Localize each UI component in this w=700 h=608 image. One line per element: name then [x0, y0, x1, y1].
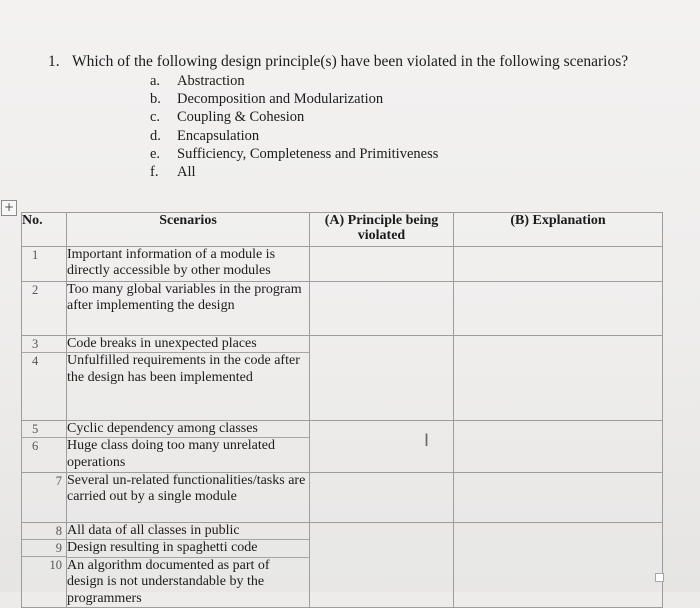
- principle-answer-cell[interactable]: [310, 473, 454, 523]
- scenario-text: Several un-related functionalities/tasks are carried out by a single module: [67, 473, 306, 505]
- option-e: [150, 145, 438, 163]
- explanation-answer-cell[interactable]: [454, 336, 663, 421]
- option-letter: b.: [150, 91, 161, 108]
- row-number: 6: [32, 439, 39, 453]
- table-row-group: [22, 523, 663, 608]
- explanation-answer-cell[interactable]: [454, 247, 663, 282]
- row-number: 1: [32, 248, 39, 262]
- question-number: 1.: [48, 53, 60, 70]
- scenario-cell: [67, 473, 310, 523]
- scenario-cell: [67, 336, 310, 421]
- option-text: Decomposition and Modularization: [177, 91, 384, 108]
- option-letter: f.: [150, 164, 159, 181]
- option-f: [150, 163, 438, 181]
- scenario-text: Design resulting in spaghetti code: [67, 540, 309, 557]
- option-text: Sufficiency, Completeness and Primitiveness: [177, 145, 439, 162]
- table-row: [22, 282, 663, 336]
- row-number: 9: [22, 540, 66, 557]
- table-row: [22, 247, 663, 282]
- option-letter: a.: [150, 73, 161, 89]
- header-scenarios: Scenarios: [67, 213, 310, 247]
- option-letter: d.: [150, 127, 161, 144]
- option-letter: e.: [150, 145, 161, 162]
- principle-answer-cell[interactable]: [310, 523, 454, 608]
- explanation-answer-cell[interactable]: [454, 282, 663, 336]
- header-principle: (A) Principle being violated: [310, 213, 454, 247]
- header-no: No.: [22, 213, 67, 247]
- scenario-text: Cyclic dependency among classes: [67, 421, 309, 438]
- scenario-text: Huge class doing too many unrelated operations: [67, 438, 276, 470]
- text-cursor-icon: I: [424, 431, 430, 451]
- scenario-cell: [67, 282, 310, 336]
- scenario-text: All data of all classes in public: [67, 523, 309, 540]
- option-d: [150, 127, 438, 145]
- header-explanation: (B) Explanation: [454, 213, 663, 247]
- row-number-cell: [22, 421, 67, 473]
- scenarios-table: [21, 212, 663, 608]
- scenario-cell: [67, 421, 310, 473]
- principle-answer-cell[interactable]: [310, 247, 454, 282]
- row-number: 10: [49, 558, 62, 572]
- scenario-cell: [67, 523, 310, 608]
- option-c: [150, 108, 438, 126]
- table-row-group: [22, 421, 663, 473]
- question-text: Which of the following design principle(s) have been violated in the following scenarios?: [72, 53, 629, 70]
- scenario-text: Important information of a module is directly accessible by other modules: [67, 247, 276, 279]
- row-number-cell: [22, 247, 67, 282]
- row-number: 7: [55, 474, 62, 488]
- option-text: Coupling & Cohesion: [177, 109, 305, 126]
- principle-answer-cell[interactable]: [310, 336, 454, 421]
- table-header-row: [22, 213, 663, 247]
- row-number-cell: [22, 523, 67, 608]
- option-a: [150, 72, 438, 90]
- row-number: 2: [32, 283, 39, 297]
- row-number: 4: [32, 354, 39, 368]
- option-text: Encapsulation: [177, 127, 260, 144]
- table-row: [22, 473, 663, 523]
- scenario-text: An algorithm documented as part of design is not understandable by the programmers: [67, 557, 270, 606]
- option-b: [150, 90, 438, 108]
- row-number-cell: [22, 282, 67, 336]
- row-number-cell: [22, 336, 67, 421]
- option-text: All: [177, 164, 196, 181]
- option-letter: c.: [150, 109, 161, 126]
- explanation-answer-cell[interactable]: [454, 523, 663, 608]
- scenario-text: Code breaks in unexpected places: [67, 336, 309, 353]
- row-number: 8: [22, 523, 66, 540]
- table-resize-handle-icon[interactable]: [655, 573, 664, 582]
- question-1: [48, 53, 628, 71]
- options-list: [150, 72, 438, 181]
- table-row-group: [22, 336, 663, 421]
- row-number-cell: [22, 473, 67, 523]
- row-number: 3: [22, 336, 66, 353]
- principle-answer-cell[interactable]: [310, 421, 454, 473]
- scenario-cell: [67, 247, 310, 282]
- table-move-handle-icon[interactable]: +: [1, 200, 17, 216]
- explanation-answer-cell[interactable]: [454, 473, 663, 523]
- option-text: Abstraction: [177, 73, 245, 89]
- row-number: 5: [22, 421, 66, 438]
- scenario-text: Unfulfilled requirements in the code after the design has been implemented: [67, 353, 300, 385]
- principle-answer-cell[interactable]: [310, 282, 454, 336]
- scenario-text: Too many global variables in the program after implementing the design: [67, 282, 302, 314]
- explanation-answer-cell[interactable]: [454, 421, 663, 473]
